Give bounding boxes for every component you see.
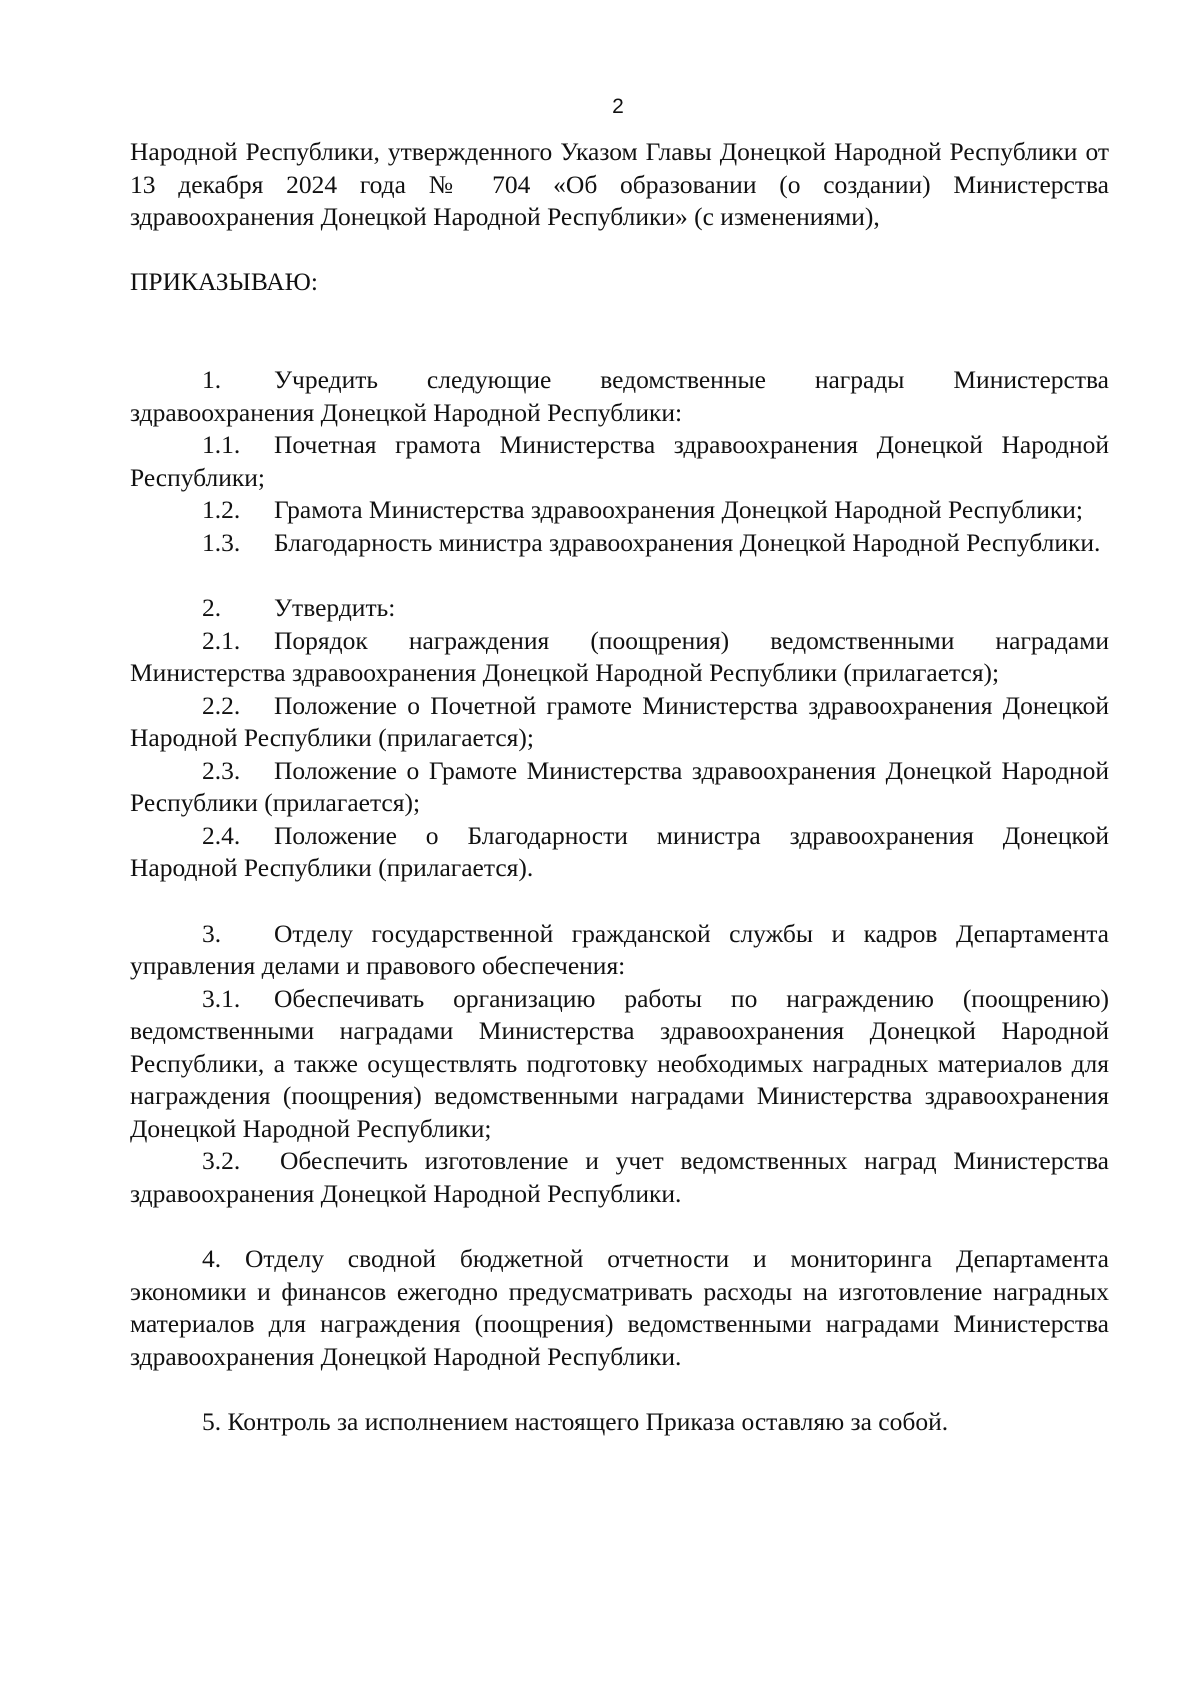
section-2-paragraph [130, 592, 1109, 625]
document-body [130, 136, 1109, 1439]
item-2-3 [130, 755, 1109, 820]
item-number: 2.2. [202, 690, 241, 720]
section-1-paragraph [130, 364, 1109, 429]
item-number: 2.3. [202, 755, 241, 785]
section-2-text: Утвердить: [274, 593, 396, 622]
intro-paragraph: Народной Республики, утвержденного Указом Главы Донецкой Народной Республики от 13 декабря 2024 года № 704 «Об образовании (о создании) Министерства здравоохранения Донецкой Народной Республики» (с изменениями), [130, 137, 1109, 231]
item-text: Обеспечить изготовление и учет ведомственных наград Министерства здравоохранения Донецкой Народной Республики. [130, 1146, 1109, 1208]
item-number: 2.1. [202, 625, 241, 655]
section-5-paragraph: 5. Контроль за исполнением настоящего Приказа оставляю за собой. [202, 1407, 949, 1436]
item-number: 3.2. [202, 1146, 241, 1175]
item-2-1 [130, 625, 1109, 690]
section-2-number: 2. [202, 593, 222, 622]
section-3-paragraph [130, 918, 1109, 983]
item-text: Обеспечивать организацию работы по награждению (поощрению) ведомственными наградами Министерства здравоохранения Донецкой Народной Республики, а также осуществлять подготовку необходимых наградных материалов для награждения (поощрения) ведомственными наградами Министерства здравоохранения Донецкой Народной Республики; [130, 983, 1109, 1143]
item-number: 3.1. [202, 983, 241, 1013]
item-text: Положение о Почетной грамоте Министерства здравоохранения Донецкой Народной Республики (прилагается); [130, 690, 1109, 752]
page-number: 2 [612, 95, 624, 118]
item-text: Порядок награждения (поощрения) ведомственными наградами Министерства здравоохранения Донецкой Народной Республики (прилагается); [130, 625, 1109, 687]
item-1-3 [130, 527, 1109, 560]
item-2-4 [130, 820, 1109, 885]
section-3-text: Отделу государственной гражданской службы и кадров Департамента управления делами и правового обеспечения: [130, 918, 1109, 980]
section-1-text: Учредить следующие ведомственные награды Министерства здравоохранения Донецкой Народной Республики: [130, 365, 1109, 427]
item-1-2 [130, 494, 1109, 527]
item-number: 1.2. [202, 495, 241, 524]
section-3-number: 3. [202, 918, 222, 948]
section-4-paragraph: 4. Отделу сводной бюджетной отчетности и мониторинга Департамента экономики и финансов ежегодно предусматривать расходы на изготовление наградных материалов для награждения (поощрения) ведомственными наградами Министерства здравоохранения Донецкой Народной Республики. [130, 1244, 1109, 1371]
item-text: Грамота Министерства здравоохранения Донецкой Народной Республики; [274, 495, 1083, 524]
item-number: 1.3. [202, 527, 241, 557]
item-text: Положение о Благодарности министра здравоохранения Донецкой Народной Республики (прилагается). [130, 820, 1109, 882]
item-text: Положение о Грамоте Министерства здравоохранения Донецкой Народной Республики (прилагается); [130, 755, 1109, 817]
item-text: Благодарность министра здравоохранения Донецкой Народной Республики. [274, 527, 1101, 557]
item-number: 2.4. [202, 820, 241, 850]
item-2-2 [130, 690, 1109, 755]
item-3-1 [130, 983, 1109, 1146]
section-1-number: 1. [202, 365, 222, 394]
item-text: Почетная грамота Министерства здравоохранения Донецкой Народной Республики; [130, 430, 1109, 492]
item-1-1 [130, 429, 1109, 494]
item-number: 1.1. [202, 430, 241, 459]
order-heading: ПРИКАЗЫВАЮ: [130, 266, 318, 296]
item-3-2 [130, 1145, 1109, 1210]
